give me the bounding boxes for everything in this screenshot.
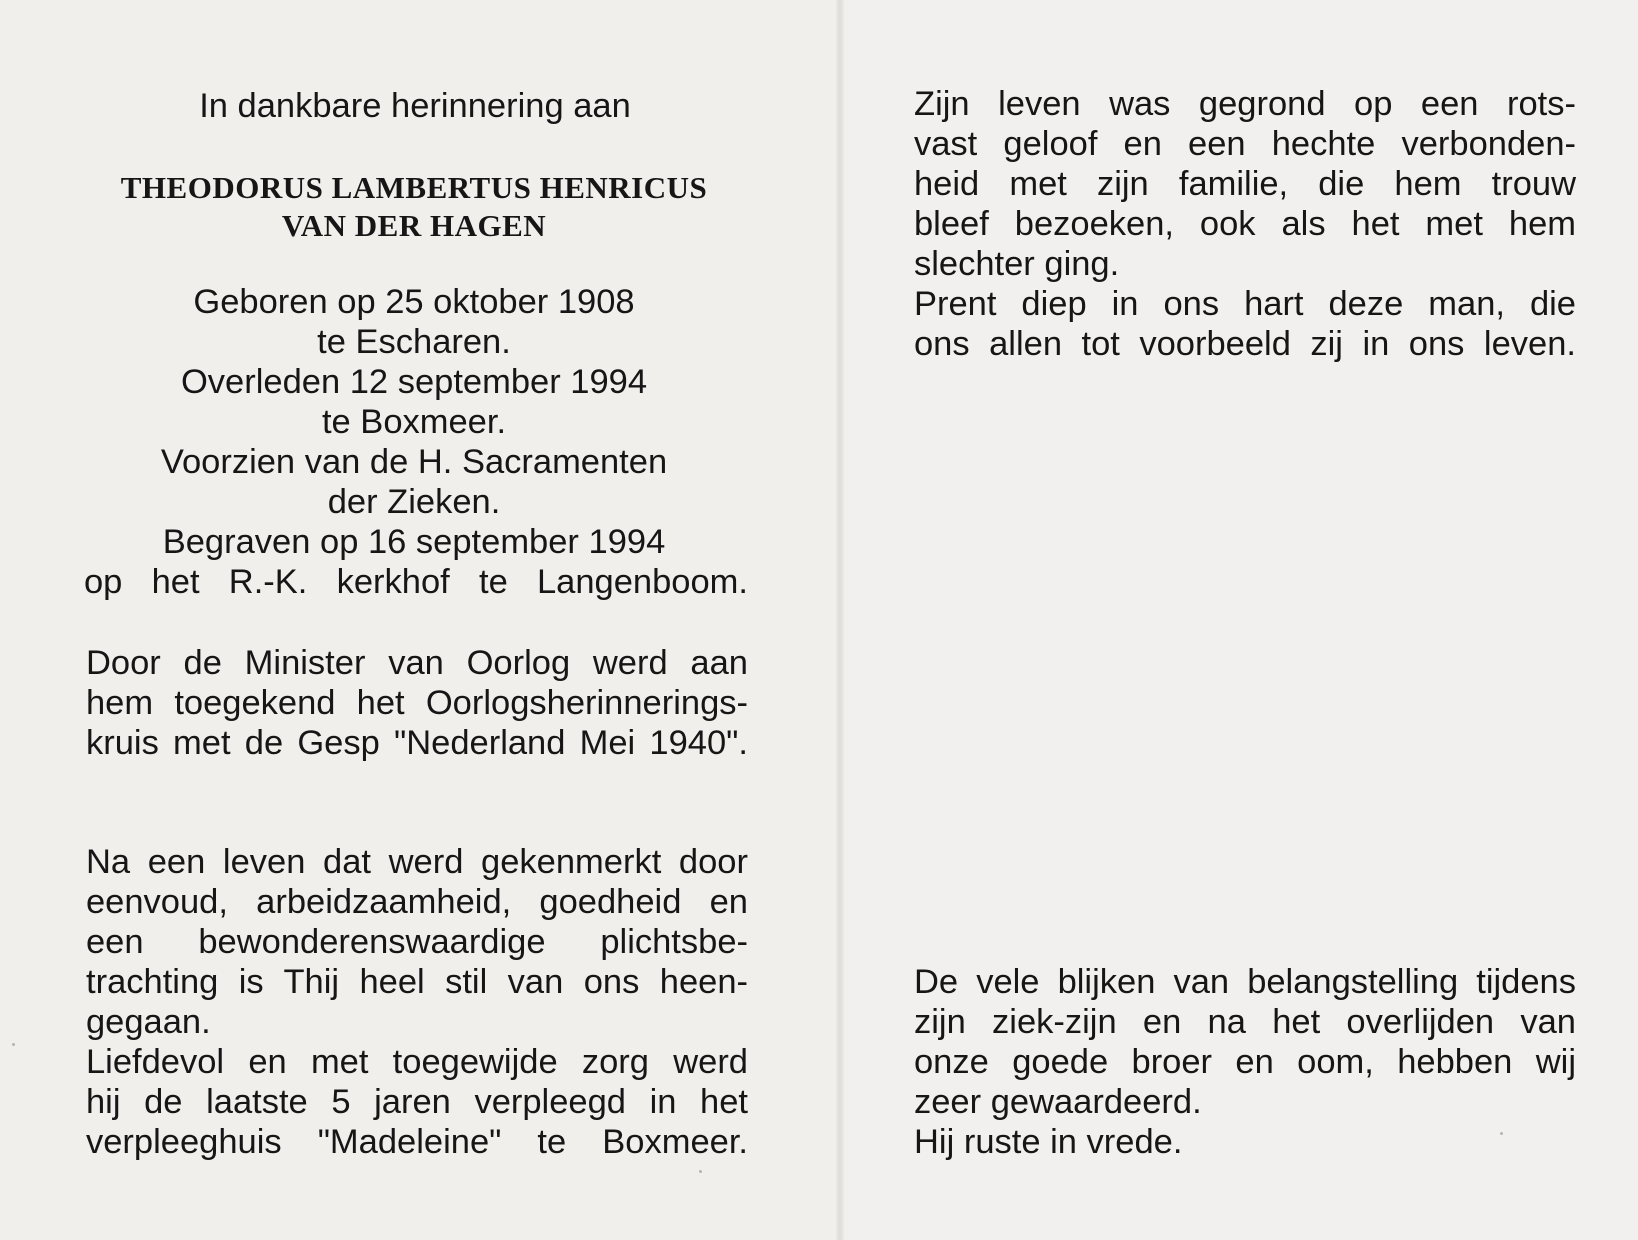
life-line: Begraven op 16 september 1994 <box>162 523 666 561</box>
thanks-line: onze goede broer en oom, hebben wij <box>914 1043 1576 1081</box>
faith-line: Prent diep in ons hart deze man, die <box>914 285 1576 323</box>
tribute-line: verpleeghuis "Madeleine" te Boxmeer. <box>86 1123 748 1161</box>
tribute-line: hij de laatste 5 jaren verpleegd in het <box>86 1083 748 1121</box>
deceased-name-line-2: VAN DER HAGEN <box>281 208 547 243</box>
life-line: te Escharen. <box>317 323 511 361</box>
paper-speck <box>699 1170 702 1173</box>
faith-line: Zijn leven was gegrond op een rots- <box>914 85 1576 123</box>
life-line: Voorzien van de H. Sacramenten <box>160 443 668 481</box>
life-line: Overleden 12 september 1994 <box>180 363 648 401</box>
faith-line: slechter ging. <box>914 245 1120 283</box>
intro-text: In dankbare herinnering aan <box>199 87 631 125</box>
faith-line: ons allen tot voorbeeld zij in ons leven. <box>914 325 1576 363</box>
tribute-line: gegaan. <box>86 1003 211 1041</box>
paper-speck <box>12 1043 15 1046</box>
award-line: hem toegekend het Oorlogsherinnerings- <box>86 684 748 722</box>
deceased-name-line-1: THEODORUS LAMBERTUS HENRICUS <box>120 170 708 205</box>
thanks-line: Hij ruste in vrede. <box>914 1123 1183 1161</box>
faith-line: bleef bezoeken, ook als het met hem <box>914 205 1576 243</box>
life-line: Geboren op 25 oktober 1908 <box>193 283 635 321</box>
tribute-line: Na een leven dat werd gekenmerkt door <box>86 843 748 881</box>
award-line: kruis met de Gesp "Nederland Mei 1940". <box>86 724 748 762</box>
faith-line: heid met zijn familie, die hem trouw <box>914 165 1576 203</box>
card-fold <box>836 0 844 1240</box>
tribute-line: trachting is Thij heel stil van ons heen- <box>86 963 748 1001</box>
life-line: op het R.-K. kerkhof te Langenboom. <box>84 563 748 601</box>
award-line: Door de Minister van Oorlog werd aan <box>86 644 748 682</box>
life-line: der Zieken. <box>327 483 501 521</box>
thanks-line: zijn ziek-zijn en na het overlijden van <box>914 1003 1576 1041</box>
faith-line: vast geloof en een hechte verbonden- <box>914 125 1576 163</box>
life-line: te Boxmeer. <box>321 403 507 441</box>
paper-speck <box>1500 1132 1503 1135</box>
thanks-line: De vele blijken van belangstelling tijdens <box>914 963 1576 1001</box>
tribute-line: Liefdevol en met toegewijde zorg werd <box>86 1043 748 1081</box>
tribute-line: een bewonderenswaardige plichtsbe- <box>86 923 748 961</box>
tribute-line: eenvoud, arbeidzaamheid, goedheid en <box>86 883 748 921</box>
thanks-line: zeer gewaardeerd. <box>914 1083 1202 1121</box>
